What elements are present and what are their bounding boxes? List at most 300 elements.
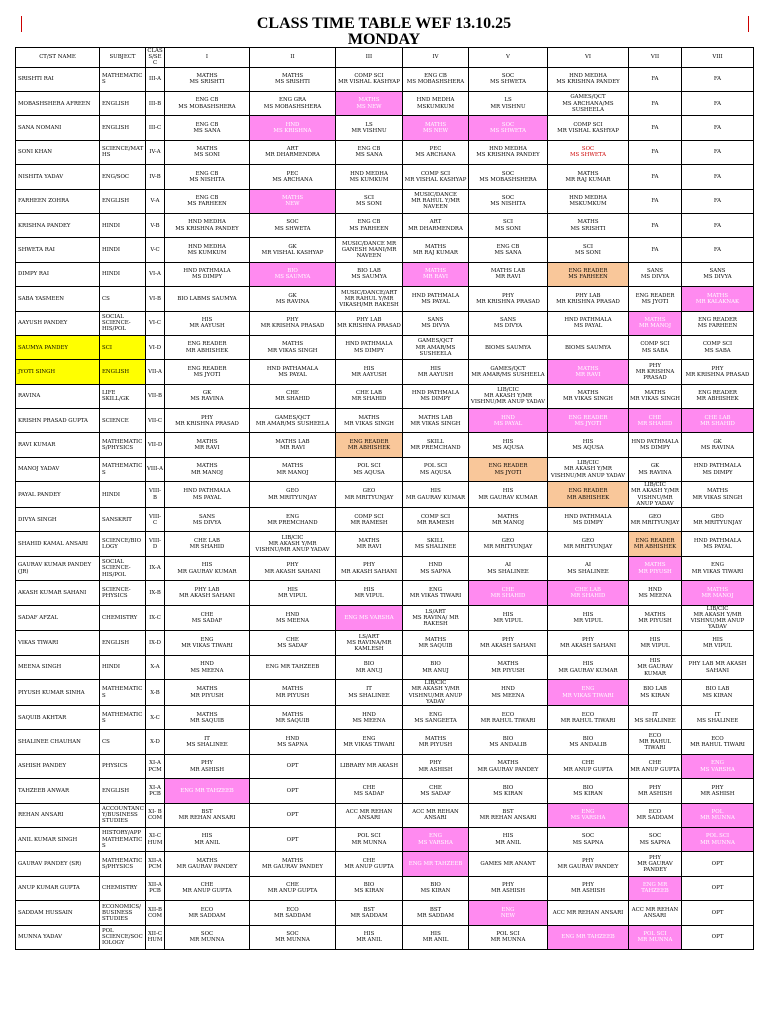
period-cell: GEO MR MRITYUNJAY [250, 482, 336, 508]
table-row [16, 287, 754, 311]
subject-cell: MATHEMATICS/PHYSICS [100, 433, 146, 457]
period-cell: ENG MR TAHZEEB [165, 779, 250, 803]
class-section-cell: IV-A [146, 140, 165, 164]
class-section-cell: XII-C HUM [146, 925, 165, 949]
table-row [16, 92, 754, 116]
period-cell: MATHS MR SAQUIB [250, 706, 336, 730]
period-cell: CHE MR SHAHID [629, 409, 682, 433]
period-cell: ENG MS SANGEETA [403, 706, 469, 730]
period-cell: POL SCI MR MUNNA [682, 827, 754, 851]
period-cell: SOC MS SHWETA [469, 116, 548, 140]
period-cell: PHY LAB MR KRISHNA PRASAD [336, 311, 403, 335]
period-cell: HND MS PAYAL [469, 409, 548, 433]
class-section-cell: XI- B COM [146, 803, 165, 827]
table-row [16, 532, 754, 556]
period-cell: CHE LAB MR SHAHID [682, 409, 754, 433]
period-cell: ENG CB MS SANA [469, 238, 548, 262]
table-row [16, 827, 754, 851]
table-row [16, 457, 754, 481]
period-cell: FA [629, 213, 682, 237]
table-row [16, 140, 754, 164]
subject-cell: HINDI [100, 482, 146, 508]
period-cell: SCI MS SONI [548, 238, 629, 262]
period-cell: FA [629, 140, 682, 164]
period-cell: LS MR VISHNU [469, 92, 548, 116]
period-cell: HND MEDHA MS KRISHNA PANDEY [469, 140, 548, 164]
period-cell: POL SCI MS AQUSA [403, 457, 469, 481]
period-cell: BIO MR ANUJ [336, 655, 403, 679]
period-cell: ENG READER MR ABHISHEK [165, 335, 250, 359]
period-cell: BST MR REHAN ANSARI [165, 803, 250, 827]
period-cell: MATHS MR VIKAS SINGH [250, 335, 336, 359]
period-cell: PEC MS ARCHANA [403, 140, 469, 164]
period-cell: PHY MR KRISHNA PRASAD [629, 360, 682, 384]
table-row [16, 433, 754, 457]
period-cell: ENG READER MR ABHISHEK [682, 384, 754, 408]
period-cell: SCI MS SONI [336, 189, 403, 213]
period-cell: CHE MR ANUP GUPTA [336, 852, 403, 876]
period-cell: ENG MR TAHZEEB [629, 876, 682, 900]
period-cell: HIS MR GAURAV KUMAR [469, 482, 548, 508]
teacher-name-cell: VIKAS TIWARI [16, 631, 100, 655]
period-cell: PHY MR KRISHNA PRASAD [469, 287, 548, 311]
period-cell: GAMES/QCT MR AMAR/MS SUSHEELA [250, 409, 336, 433]
period-cell: PHY MR AKASH SAHANI [336, 556, 403, 580]
teacher-name-cell: AAYUSH PANDEY [16, 311, 100, 335]
period-cell: HND PATHMALA MS PAYAL [548, 311, 629, 335]
subject-cell: ECONOMICS/BUSINESS STUDIES [100, 901, 146, 925]
period-cell: HIS MR VIPUL [548, 605, 629, 631]
subject-cell: ENGLISH [100, 92, 146, 116]
period-cell: FA [682, 67, 754, 91]
period-cell: ECO MR SADDAM [250, 901, 336, 925]
period-cell: ART MR DHARMENDRA [250, 140, 336, 164]
period-cell: ENG MS VARSHA [403, 827, 469, 851]
teacher-name-cell: SRISHTI RAI [16, 67, 100, 91]
period-cell: MATHS MR MANOJ [250, 457, 336, 481]
period-cell: HND PATHMALA MS DIMPY [629, 433, 682, 457]
period-cell: HIS MR GAURAV KUMAR [548, 655, 629, 679]
period-cell: FA [682, 165, 754, 189]
period-cell: PHY MR AKASH SAHANI [548, 631, 629, 655]
period-cell: HIS MR GAURAV KUMAR [165, 556, 250, 580]
table-row [16, 901, 754, 925]
teacher-name-cell: RAVINA [16, 384, 100, 408]
period-cell: MATHS MR GAURAV PANDEY [250, 852, 336, 876]
teacher-name-cell: MOBASHSHERA AFREEN [16, 92, 100, 116]
period-cell: HIS MR ANIL [336, 925, 403, 949]
period-cell: HIS MR AAYUSH [403, 360, 469, 384]
period-cell: HIS MR ANIL [469, 827, 548, 851]
period-cell: MATHS MR PIYUSH [250, 680, 336, 706]
table-row [16, 384, 754, 408]
col-header-class: CLASS/SEC [147, 48, 163, 67]
period-cell: ENG MR VIKAS TIWARI [548, 680, 629, 706]
subject-cell: CHEMISTRY [100, 605, 146, 631]
period-cell: SKILL MS SHALINEE [403, 532, 469, 556]
period-cell: CHE MS SADAF [336, 779, 403, 803]
period-cell: ECO MR SADDAM [629, 803, 682, 827]
period-cell: ENG MR TAHZEEB [250, 655, 336, 679]
period-cell: MUSIC/DANCE/ART MR RAHUL Y/MR VIKASH/MR RAKESH [336, 287, 403, 311]
col-header-period-3: III [336, 48, 403, 68]
subject-cell: ENGLISH [100, 360, 146, 384]
col-header-period-4: IV [403, 48, 469, 68]
period-cell: HND MEDHA MSKUMKUM [403, 92, 469, 116]
table-row [16, 508, 754, 532]
class-section-cell: X-B [146, 680, 165, 706]
period-cell: CHE LAB MR SHAHID [165, 532, 250, 556]
table-row [16, 67, 754, 91]
period-cell: GEO MR MRITYUNJAY [548, 532, 629, 556]
subject-cell: MATHEMATICS/PHYSICS [100, 852, 146, 876]
teacher-name-cell: AKASH KUMAR SAHANI [16, 581, 100, 605]
period-cell: AI MS SHALINEE [469, 556, 548, 580]
class-section-cell: VI-C [146, 311, 165, 335]
timetable [15, 47, 754, 950]
subject-cell: CS [100, 730, 146, 754]
period-cell: ART MR DHARMENDRA [403, 213, 469, 237]
period-cell: GK MR VISHAL KASHYAP [250, 238, 336, 262]
class-section-cell: V-A [146, 189, 165, 213]
period-cell: ENG CB MS FARHEEN [336, 213, 403, 237]
col-header-period-7: VII [629, 48, 682, 68]
period-cell: HND MS MEENA [469, 680, 548, 706]
subject-cell: SOCIAL SCIENCE-HIS/POL [100, 311, 146, 335]
col-header-period-6: VI [548, 48, 629, 68]
period-cell: PHY MR ASHISH [165, 754, 250, 778]
period-cell: POL SCI MS AQUSA [336, 457, 403, 481]
period-cell: OPT [682, 876, 754, 900]
period-cell: POL SCI MR MUNNA [336, 827, 403, 851]
class-section-cell: X-D [146, 730, 165, 754]
table-row [16, 311, 754, 335]
period-cell: MATHS MR MANOJ [165, 457, 250, 481]
period-cell: GK MS RAVINA [682, 433, 754, 457]
period-cell: HIS MR GAURAV KUMAR [629, 655, 682, 679]
period-cell: MATHS MR SAQUIB [403, 631, 469, 655]
period-cell: HND MEDHA MS KRISHNA PANDEY [548, 67, 629, 91]
class-section-cell: VII-B [146, 384, 165, 408]
period-cell: GEO MR MRITYUNJAY [682, 508, 754, 532]
page-title: CLASS TIME TABLE WEF 13.10.25 [256, 15, 512, 32]
period-cell: MATHS MR PIYUSH [629, 556, 682, 580]
period-cell: SANS MS DIVYA [469, 311, 548, 335]
period-cell: SANS MS DIVYA [682, 262, 754, 286]
period-cell: HND MS SAPNA [403, 556, 469, 580]
table-row [16, 779, 754, 803]
period-cell: COMP SCI MR VISHAL KASHYAP [548, 116, 629, 140]
period-cell: PHY MR KRISHNA PRASAD [165, 409, 250, 433]
period-cell: PHY MR ASHISH [548, 876, 629, 900]
teacher-name-cell: SADAF AFZAL [16, 605, 100, 631]
period-cell: COMP SCI MS SABA [629, 335, 682, 359]
period-cell: BIOMS SAUMYA [548, 335, 629, 359]
period-cell: FA [682, 140, 754, 164]
col-header-name: CT/ST NAME [16, 48, 100, 68]
period-cell: ENG READER MR ABHISHEK [336, 433, 403, 457]
period-cell: FA [682, 116, 754, 140]
class-section-cell: XI-A PCM [146, 754, 165, 778]
subject-cell: ENGLISH [100, 189, 146, 213]
period-cell: LIB/CIC MR AKASH Y/MR VISHNU/MR ANUP YADAV [250, 532, 336, 556]
period-cell: OPT [250, 803, 336, 827]
teacher-name-cell: SADDAM HUSSAIN [16, 901, 100, 925]
period-cell: MATHS MR PIYUSH [165, 680, 250, 706]
period-cell: MATHS MR RAVI [403, 262, 469, 286]
subject-cell: PHYSICS [100, 754, 146, 778]
period-cell: BIO MS KIRAN [403, 876, 469, 900]
table-row [16, 754, 754, 778]
period-cell: HIS MR AAYUSH [165, 311, 250, 335]
period-cell: MATHS MR RAJ KUMAR [403, 238, 469, 262]
period-cell: HND PATHMALA MS DIMPY [336, 335, 403, 359]
class-section-cell: XI-A PCB [146, 779, 165, 803]
period-cell: PHY MR KRISHNA PRASAD [682, 360, 754, 384]
period-cell: MATHS MR VIKAS SINGH [682, 482, 754, 508]
teacher-name-cell: SHAHID KAMAL ANSARI [16, 532, 100, 556]
period-cell: HIS MS AQUSA [469, 433, 548, 457]
period-cell: MATHS MS NEW [336, 92, 403, 116]
table-row [16, 730, 754, 754]
period-cell: HND MEDHA MS KUMKUM [336, 165, 403, 189]
period-cell: MATHS MS SRISHTI [548, 213, 629, 237]
period-cell: ENG READER MS JYOTI [548, 409, 629, 433]
col-header-period-8: VIII [682, 48, 754, 68]
table-row [16, 706, 754, 730]
period-cell: LIB/CIC MR AKASH Y/MR VISHNU/MR ANUP YADAV [403, 680, 469, 706]
period-cell: OPT [250, 827, 336, 851]
period-cell: HIS MR VIPUL [469, 605, 548, 631]
period-cell: ACC MR REHAN ANSARI [336, 803, 403, 827]
period-cell: PHY MR AKASH SAHANI [250, 556, 336, 580]
subject-cell: ENGLISH [100, 116, 146, 140]
period-cell: BIOMS SAUMYA [469, 335, 548, 359]
subject-cell: ENGLISH [100, 631, 146, 655]
teacher-name-cell: SAQUIB AKHTAR [16, 706, 100, 730]
period-cell: SOC MS SHWETA [250, 213, 336, 237]
period-cell: HND PATHAMALA MS PAYAL [250, 360, 336, 384]
period-cell: BIO LABMS SAUMYA [165, 287, 250, 311]
class-section-cell: VIII-C [146, 508, 165, 532]
period-cell: HIS MR ANIL [165, 827, 250, 851]
period-cell: HIS MS AQUSA [548, 433, 629, 457]
period-cell: HND MS MEENA [629, 581, 682, 605]
period-cell: MATHS MR PIYUSH [403, 730, 469, 754]
table-row [16, 556, 754, 580]
period-cell: SOC MR MUNNA [165, 925, 250, 949]
period-cell: HIS MR AAYUSH [336, 360, 403, 384]
period-cell: HND PATHMALA MS PAYAL [165, 482, 250, 508]
teacher-name-cell: SABA YASMEEN [16, 287, 100, 311]
class-section-cell: IX-B [146, 581, 165, 605]
period-cell: ENG MS VARSHA [548, 803, 629, 827]
period-cell: HND MEDHA MS KRISHNA PANDEY [165, 213, 250, 237]
period-cell: FA [682, 189, 754, 213]
period-cell: MATHS MR VIKAS SINGH [548, 384, 629, 408]
class-section-cell: VIII-A [146, 457, 165, 481]
period-cell: CHE LAB MR SHAHID [548, 581, 629, 605]
period-cell: CHE MR ANUP GUPTA [165, 876, 250, 900]
period-cell: ENG READER MR ABHISHEK [548, 482, 629, 508]
teacher-name-cell: DIMPY RAI [16, 262, 100, 286]
period-cell: GK MS RAVINA [250, 287, 336, 311]
period-cell: ECO MR RAHUL TIWARI [548, 706, 629, 730]
class-section-cell: VII-D [146, 433, 165, 457]
subject-cell: HINDI [100, 655, 146, 679]
page-subtitle: MONDAY [347, 31, 421, 48]
class-section-cell: X-C [146, 706, 165, 730]
period-cell: AI MS SHALINEE [548, 556, 629, 580]
class-section-cell: VI-A [146, 262, 165, 286]
subject-cell: SCIENCE/MATHS [100, 140, 146, 164]
period-cell: LS/ART MS RAVINA/ MR RAKESH [403, 605, 469, 631]
period-cell: ENG READER MS FARHEEN [682, 311, 754, 335]
period-cell: MATHS MR MANOJ [682, 581, 754, 605]
teacher-name-cell: REHAN ANSARI [16, 803, 100, 827]
period-cell: BIO MS SAUMYA [250, 262, 336, 286]
period-cell: COMP SCI MR RAMESH [336, 508, 403, 532]
period-cell: HND MS SAPNA [250, 730, 336, 754]
class-section-cell: XII-B COM [146, 901, 165, 925]
period-cell: HND MEDHA MS KUMKUM [165, 238, 250, 262]
subject-cell: ACCOUNTANCY/BUSINESS STUDIES [100, 803, 146, 827]
subject-cell: SOCIAL SCIENCE-HIS/POL [100, 556, 146, 580]
class-section-cell: VI-D [146, 335, 165, 359]
period-cell: CHE MR SHAHID [250, 384, 336, 408]
period-cell: PHY MR ASHISH [403, 754, 469, 778]
period-cell: PHY MR GAURAV PANDEY [629, 852, 682, 876]
period-cell: BST MR REHAN ANSARI [469, 803, 548, 827]
period-cell: MUSIC/DANCE MR GANESH MANI/MR NAVEEN [336, 238, 403, 262]
period-cell: ENG MR VIKAS TIWARI [165, 631, 250, 655]
period-cell: GK MS RAVINA [629, 457, 682, 481]
period-cell: POL SCI MR MUNNA [469, 925, 548, 949]
teacher-name-cell: KRISHN PRASAD GUPTA [16, 409, 100, 433]
period-cell: PHY LAB MR AKASH SAHANI [165, 581, 250, 605]
period-cell: FA [629, 189, 682, 213]
period-cell: SANS MS DIVYA [629, 262, 682, 286]
class-section-cell: III-A [146, 67, 165, 91]
period-cell: BIO MS ANDALIB [548, 730, 629, 754]
period-cell: IT MS SHALINEE [682, 706, 754, 730]
period-cell: HND PATHMALA MS PAYAL [682, 532, 754, 556]
class-section-cell: IX-C [146, 605, 165, 631]
period-cell: PHY MR ASHISH [629, 779, 682, 803]
period-cell: HND MS MEENA [165, 655, 250, 679]
table-row [16, 581, 754, 605]
period-cell: CHE MR ANUP GUPTA [250, 876, 336, 900]
period-cell: CHE LAB MR SHAHID [336, 384, 403, 408]
period-cell: BIO MS KIRAN [336, 876, 403, 900]
header-row [16, 48, 754, 68]
table-row [16, 360, 754, 384]
period-cell: PHY MR ASHISH [469, 876, 548, 900]
period-cell: COMP SCI MS SABA [682, 335, 754, 359]
teacher-name-cell: SAUMYA PANDEY [16, 335, 100, 359]
class-section-cell: V-B [146, 213, 165, 237]
subject-cell: HINDI [100, 213, 146, 237]
period-cell: BIO MR ANUJ [403, 655, 469, 679]
table-row [16, 876, 754, 900]
period-cell: FA [682, 92, 754, 116]
period-cell: ENG READER MS JYOTI [165, 360, 250, 384]
class-section-cell: VIII-B [146, 482, 165, 508]
teacher-name-cell: SHWETA RAI [16, 238, 100, 262]
subject-cell: CS [100, 287, 146, 311]
teacher-name-cell: PAYAL PANDEY [16, 482, 100, 508]
period-cell: FA [629, 92, 682, 116]
period-cell: OPT [250, 754, 336, 778]
period-cell: OPT [682, 852, 754, 876]
class-section-cell: VII-C [146, 409, 165, 433]
period-cell: ENG CB MS FARHEEN [165, 189, 250, 213]
subject-cell: ENG/SOC [100, 165, 146, 189]
table-row [16, 605, 754, 631]
period-cell: SOC MS SHWETA [548, 140, 629, 164]
period-cell: FA [629, 238, 682, 262]
table-row [16, 803, 754, 827]
class-section-cell: VIII-D [146, 532, 165, 556]
period-cell: PHY MR KRISHNA PRASAD [250, 311, 336, 335]
col-header-period-2: II [250, 48, 336, 68]
period-cell: COMP SCI MR VISHAL KASHYAP [403, 165, 469, 189]
period-cell: ENG MS VARSHA [682, 754, 754, 778]
subject-cell: POL SCIENCE/SOCIOLOGY [100, 925, 146, 949]
period-cell: PHY MR ASHISH [682, 779, 754, 803]
period-cell: MATHS MS SONI [165, 140, 250, 164]
period-cell: PHY LAB MR AKASH SAHANI [682, 655, 754, 679]
subject-cell: ENGLISH [100, 779, 146, 803]
period-cell: HND MS KRISHNA [250, 116, 336, 140]
teacher-name-cell: KRISHNA PANDEY [16, 213, 100, 237]
teacher-name-cell: MANOJ YADAV [16, 457, 100, 481]
period-cell: MATHS LAB MR RAVI [250, 433, 336, 457]
teacher-name-cell: NISHITA YADAV [16, 165, 100, 189]
period-cell: ENG READER MR ABHISHEK [629, 532, 682, 556]
teacher-name-cell: ASHISH PANDEY [16, 754, 100, 778]
teacher-name-cell: GAURAV PANDEY (SR) [16, 852, 100, 876]
subject-cell: HISTORY/APP MATHEMATICS [100, 827, 146, 851]
period-cell: BIO MS KIRAN [469, 779, 548, 803]
period-cell: ENG MR TAHZEEB [548, 925, 629, 949]
period-cell: OPT [682, 901, 754, 925]
period-cell: CHE MS SADAF [165, 605, 250, 631]
table-row [16, 238, 754, 262]
period-cell: FA [682, 213, 754, 237]
class-section-cell: XII-A PCB [146, 876, 165, 900]
teacher-name-cell: MEENA SINGH [16, 655, 100, 679]
period-cell: CHE MS SADAF [403, 779, 469, 803]
period-cell: MATHS MS SRISHTI [250, 67, 336, 91]
period-cell: SOC MS MOBASHSHERA [469, 165, 548, 189]
period-cell: COMP SCI MR VISHAL KASHYAP [336, 67, 403, 91]
subject-cell: LIFE SKILL/GK [100, 384, 146, 408]
period-cell: ENG CB MS SANA [165, 116, 250, 140]
teacher-name-cell: SANA NOMANI [16, 116, 100, 140]
period-cell: LS/ART MS RAVINA/MR KAMLESH [336, 631, 403, 655]
subject-cell: SANSKRIT [100, 508, 146, 532]
period-cell: LIB/CIC MR AKASH Y/MR VISHNU/MR ANUP YADAV [682, 605, 754, 631]
period-cell: HND MEDHA MSKUMKUM [548, 189, 629, 213]
period-cell: FA [629, 116, 682, 140]
period-cell: ECO MR RAHUL TIWARI [469, 706, 548, 730]
period-cell: GAMES MR ANANT [469, 852, 548, 876]
period-cell: POL MR MUNNA [682, 803, 754, 827]
table-row [16, 409, 754, 433]
period-cell: COMP SCI MR RAMESH [403, 508, 469, 532]
period-cell: MATHS MS SRISHTI [165, 67, 250, 91]
